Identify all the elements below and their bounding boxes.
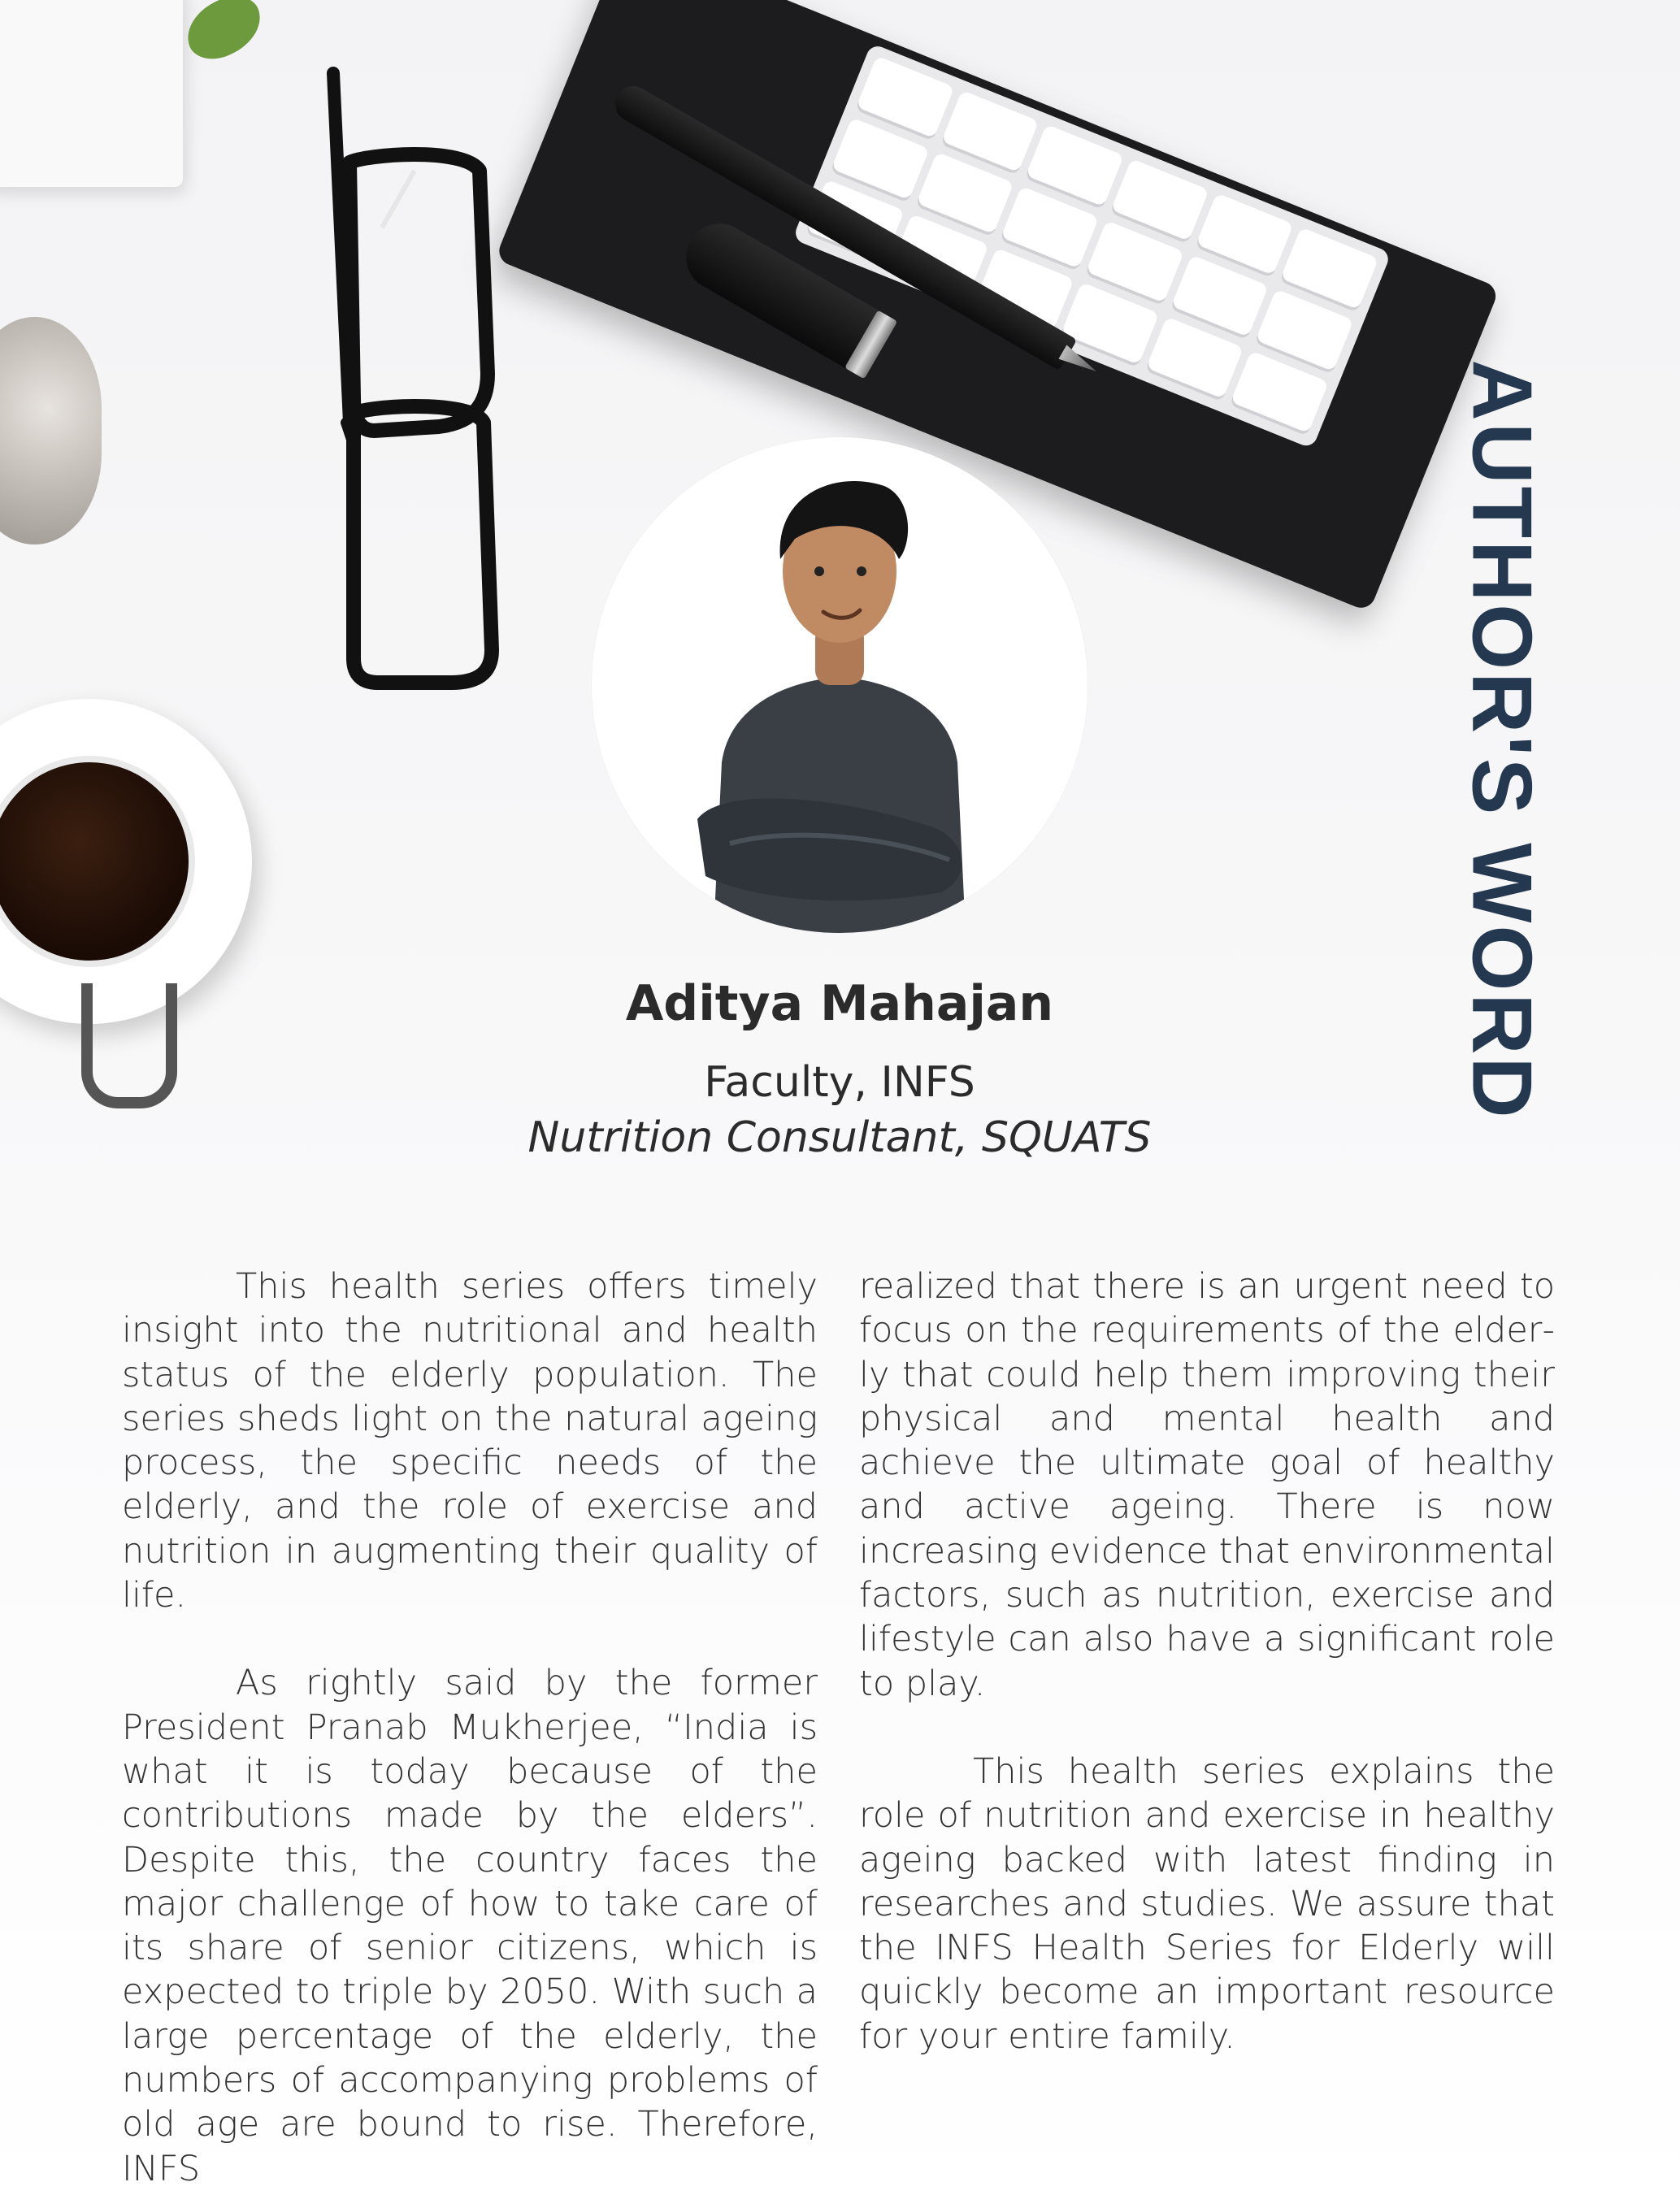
section-title-text: AUTHOR'S WORD	[1455, 358, 1550, 1121]
author-photo	[592, 437, 1087, 933]
section-title	[1455, 293, 1550, 1186]
author-photo-icon	[592, 437, 1087, 933]
paragraph: realized that there is an urgent need to focus on the requirements of the elderly that could help them improving their physical and mental health and achieve the ultimate goal of healthy and active ageing. There is now increasing evidence that environmental factors, such as nutrition, exercise and lifestyle can also have a significant role to play.	[859, 1266, 1555, 1704]
eyeglasses-image	[309, 65, 520, 699]
cup-handle	[81, 983, 177, 1108]
author-role-secondary: Nutrition Consultant, SQUATS	[527, 1113, 1152, 1162]
author-name: Aditya Mahajan	[625, 975, 1054, 1032]
decor-vase	[0, 317, 102, 544]
decor-box	[0, 0, 183, 187]
body-column-right	[859, 1265, 1555, 2102]
plant-leaf-icon	[178, 0, 270, 67]
coffee-cup-image	[0, 699, 252, 1024]
paragraph: This health series explains the role of nutrition and exercise in healthy ageing backed with latest finding in researches and studies. We assure that the INFS Health Series for Elderly will quickly become an important resource for your entire family.	[859, 1750, 1555, 2057]
paragraph: This health series offers timely insight into the nutritional and health status of the elderly population. The series sheds light on the natural ageing process, the specific needs of the elderly, and the role of exercise and nutrition in augmenting their quality of life.	[122, 1266, 818, 1616]
body-column-left	[122, 1265, 818, 2208]
author-role-primary: Faculty, INFS	[704, 1058, 975, 1107]
paragraph: As rightly said by the former President Pranab Mukherjee, “India is what it is today because of the contributions made by the elders”. Despite this, the country faces the major challenge of how to take care of its share of senior citizens, which is expected to triple by 2050. With such a large percentage of the elderly, the numbers of accompanying problems of old age are bound to rise. Therefore, INFS	[122, 1663, 818, 2189]
